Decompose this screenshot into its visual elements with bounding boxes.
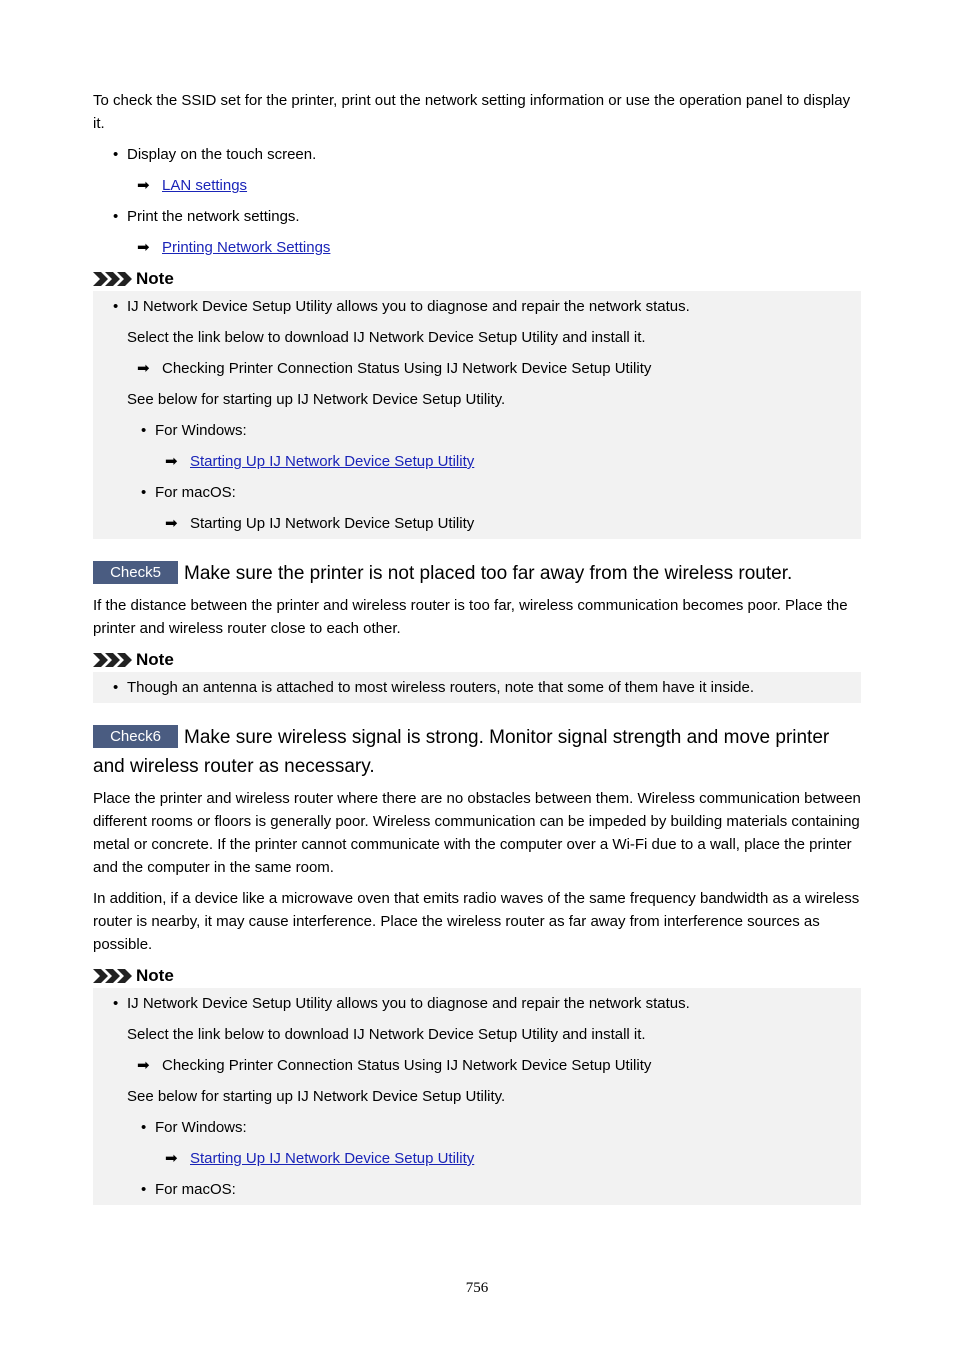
for-windows-bullet: • For Windows: (93, 419, 861, 442)
check-connection-text: Checking Printer Connection Status Using IJ Network Device Setup Utility (162, 360, 652, 377)
note-heading (93, 267, 861, 291)
lan-settings-link[interactable]: LAN settings (162, 177, 248, 194)
macos-startup-text: Starting Up IJ Network Device Setup Utility (190, 515, 475, 532)
note-heading (93, 648, 861, 672)
check-connection-text: Checking Printer Connection Status Using IJ Network Device Setup Utility (162, 1057, 652, 1074)
note-bullet: • Though an antenna is attached to most wireless routers, note that some of them have it inside. (93, 676, 861, 699)
for-macos-bullet: • For macOS: (93, 481, 861, 504)
note-see-below: See below for starting up IJ Network Device Setup Utility. (127, 391, 506, 408)
windows-startup-link[interactable]: Starting Up IJ Network Device Setup Utility (190, 1150, 475, 1167)
note-label: Note (136, 650, 174, 669)
page-number: 756 (465, 1280, 489, 1296)
for-windows-bullet: • For Windows: (93, 1116, 861, 1139)
arrow-right-icon: ➡ (137, 177, 150, 194)
printing-network-settings-link[interactable]: Printing Network Settings (162, 239, 331, 256)
note-label: Note (136, 966, 174, 985)
link-row-lan-settings (93, 174, 861, 197)
check5-title: Make sure the printer is not placed too far away from the wireless router. (184, 563, 793, 584)
check6-heading (93, 723, 861, 781)
note-box (93, 988, 861, 1205)
bullet-print-settings: • Print the network settings. (93, 205, 861, 228)
note-box (93, 291, 861, 539)
check6-badge: Check6 (93, 725, 178, 748)
note-check-row (93, 1054, 861, 1077)
note-select-text: Select the link below to download IJ Network Device Setup Utility and install it. (127, 1026, 646, 1043)
note-box (93, 672, 861, 703)
arrow-right-icon: ➡ (137, 360, 150, 377)
check5-body: If the distance between the printer and wireless router is too far, wireless communication becomes poor. Place the printer and wireless router close to each other. (93, 597, 848, 637)
check6-body-2: In addition, if a device like a microwave oven that emits radio waves of the same frequency bandwidth as a wireless router is nearby, it may cause interference. Place the wireless router as far away from interference sources as possible. (93, 890, 860, 953)
page-content (93, 89, 861, 1225)
macos-row (93, 512, 861, 535)
for-macos-bullet: • For macOS: (93, 1178, 861, 1201)
note-see-below: See below for starting up IJ Network Device Setup Utility. (127, 1088, 506, 1105)
note-heading (93, 964, 861, 988)
windows-link-row (93, 450, 861, 473)
check6-title: Make sure wireless signal is strong. Monitor signal strength and move printer and wireless router as necessary. (93, 727, 830, 777)
note-check-row (93, 357, 861, 380)
note-chevrons-icon (93, 652, 133, 668)
arrow-right-icon: ➡ (137, 1057, 150, 1074)
windows-startup-link[interactable]: Starting Up IJ Network Device Setup Utility (190, 453, 475, 470)
note-bullet: • IJ Network Device Setup Utility allows you to diagnose and repair the network status. (93, 992, 861, 1015)
arrow-right-icon: ➡ (137, 239, 150, 256)
note-label: Note (136, 269, 174, 288)
link-row-printing-network-settings (93, 236, 861, 259)
note-chevrons-icon (93, 271, 133, 287)
windows-link-row (93, 1147, 861, 1170)
arrow-right-icon: ➡ (165, 1150, 178, 1167)
note-chevrons-icon (93, 968, 133, 984)
check5-badge: Check5 (93, 561, 178, 584)
arrow-right-icon: ➡ (165, 515, 178, 532)
intro-text: To check the SSID set for the printer, print out the network setting information or use the operation panel to display it. (93, 92, 851, 132)
check6-body-1: Place the printer and wireless router where there are no obstacles between them. Wireless communication between different rooms or floors is generally poor. Wireless communication can be impeded by building materials containing metal or concrete. If the printer cannot communicate with the computer over a Wi-Fi due to a wall, place the printer and the computer in the same room. (93, 790, 861, 876)
arrow-right-icon: ➡ (165, 453, 178, 470)
bullet-touch-screen: • Display on the touch screen. (93, 143, 861, 166)
note-select-text: Select the link below to download IJ Network Device Setup Utility and install it. (127, 329, 646, 346)
note-bullet: • IJ Network Device Setup Utility allows you to diagnose and repair the network status. (93, 295, 861, 318)
check5-heading (93, 559, 861, 588)
